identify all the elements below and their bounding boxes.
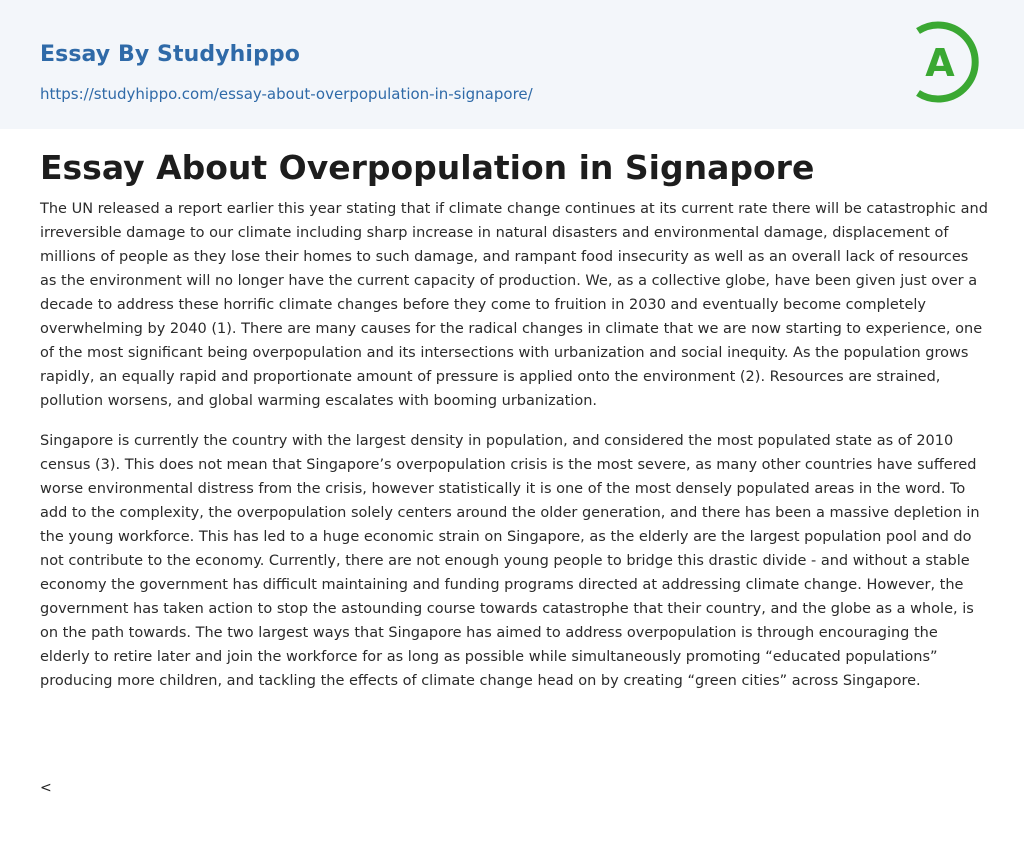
- previous-page-link[interactable]: <: [40, 780, 52, 796]
- source-url-link[interactable]: https://studyhippo.com/essay-about-overpopulation-in-signapore/: [40, 85, 533, 103]
- article: [40, 147, 988, 693]
- article-paragraph-1: The UN released a report earlier this year stating that if climate change continues at its current rate there will be catastrophic and irreversible damage to our climate including sharp increase in natural disasters and environmental damage, displacement of millions of people as they lose their homes to such damage, and rampant food insecurity as well as an overall lack of resources as the environment will no longer have the current capacity of production. We, as a collective globe, have been given just over a decade to address these horrific climate changes before they come to fruition in 2030 and eventually become completely overwhelming by 2040 (1). There are many causes for the radical changes in climate that we are now starting to experience, one of the most significant being overpopulation and its intersections with urbanization and social inequity. As the population grows rapidly, an equally rapid and proportionate amount of pressure is applied onto the environment (2). Resources are strained, pollution worsens, and global warming escalates with booming urbanization.: [40, 201, 988, 409]
- site-title[interactable]: Essay By Studyhippo: [40, 42, 300, 67]
- page-title: Essay About Overpopulation in Signapore: [40, 148, 815, 187]
- studyhippo-logo-icon[interactable]: [912, 19, 986, 105]
- article-paragraph-2: Singapore is currently the country with the largest density in population, and considered the most populated state as of 2010 census (3). This does not mean that Singapore’s overpopulation crisis is the most severe, as many other countries have suffered worse environmental distress from the crisis, however statistically it is one of the most densely populated areas in the word. To add to the complexity, the overpopulation solely centers around the older generation, and there has been a massive depletion in the young workforce. This has led to a huge economic strain on Singapore, as the elderly are the largest population pool and do not contribute to the economy. Currently, there are not enough young people to bridge this drastic divide - and without a stable economy the government has difficult maintaining and funding programs directed at addressing climate change. However, the government has taken action to stop the astounding course towards catastrophe that their country, and the globe as a whole, is on the path towards. The two largest ways that Singapore has aimed to address overpopulation is through encouraging the elderly to retire later and join the workforce for as long as possible while simultaneously promoting “educated populations” producing more children, and tackling the effects of climate change head on by creating “green cities” across Singapore.: [40, 433, 980, 689]
- site-header: [0, 0, 1024, 129]
- logo-letter: A: [925, 41, 955, 85]
